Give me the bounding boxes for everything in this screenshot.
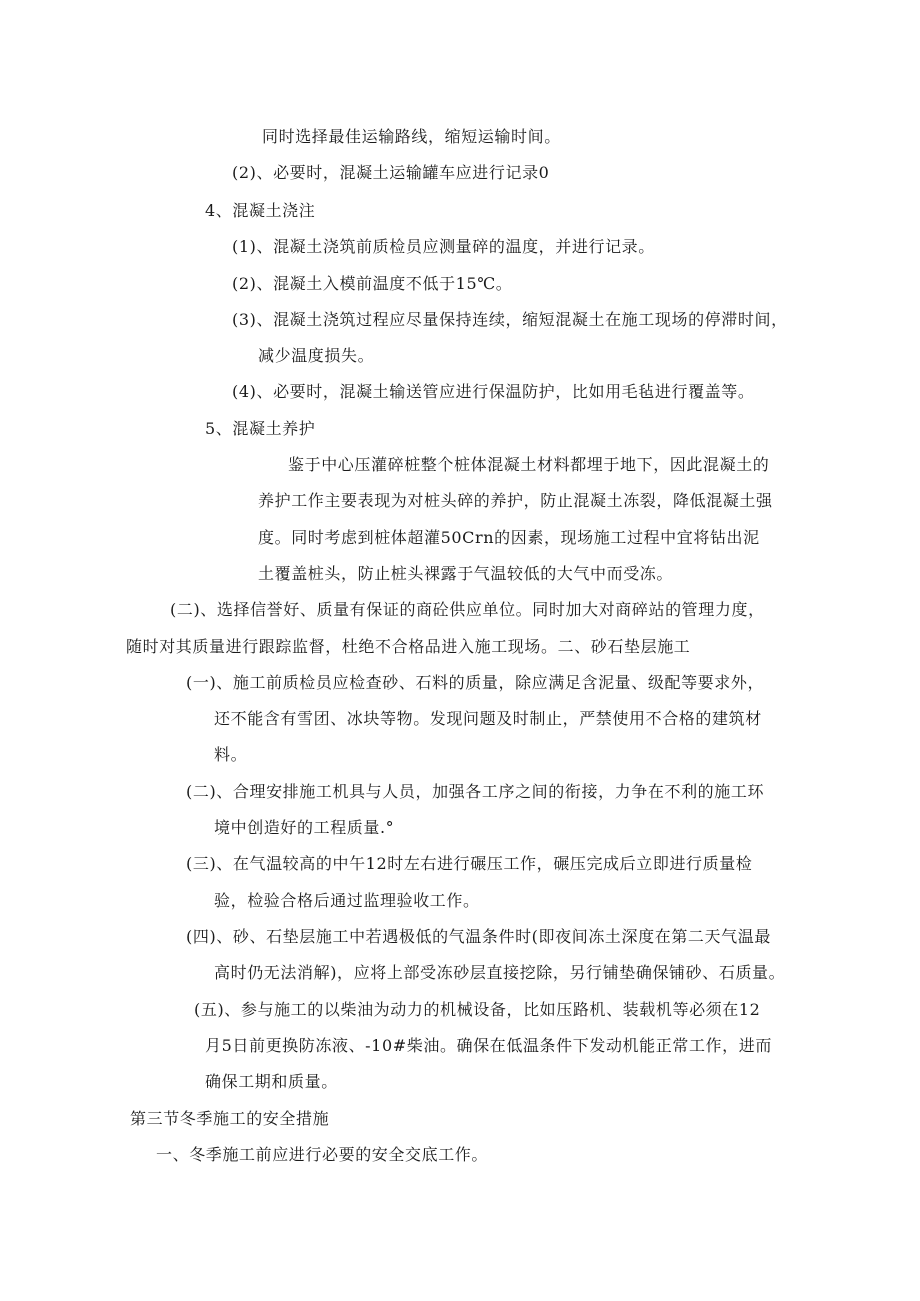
text-line: (4)、必要时，混凝土输送管应进行保温防护，比如用毛毡进行覆盖等。 [232, 382, 755, 401]
text-line: (三)、在气温较高的中午12时左右进行碾压工作，碾压完成后立即进行质量检 [186, 854, 753, 873]
text-line: 确保工期和质量。 [205, 1072, 338, 1091]
section-heading: 4、混凝土浇注 [205, 201, 316, 220]
text-line: 随时对其质量进行跟踪监督，杜绝不合格品进入施工现场。二、砂石垫层施工 [126, 637, 691, 656]
text-line: 一、冬季施工前应进行必要的安全交底工作。 [156, 1145, 489, 1164]
text-line: 养护工作主要表现为对桩头碎的养护，防止混凝土冻裂，降低混凝土强 [258, 491, 773, 510]
text-line: 减少温度损失。 [258, 346, 375, 365]
text-line: 境中创造好的工程质量.° [214, 818, 395, 837]
section-heading: 5、混凝土养护 [205, 419, 316, 438]
text-line: (四)、砂、石垫层施工中若遇极低的气温条件时(即夜间冻土深度在第二天气温最 [186, 927, 771, 946]
text-line: 同时选择最佳运输路线，缩短运输时间。 [262, 127, 561, 146]
text-line: 鉴于中心压灌碎桩整个桩体混凝土材料都埋于地下，因此混凝土的 [288, 455, 770, 474]
text-line: (2)、混凝土入模前温度不低于15℃。 [232, 274, 513, 293]
text-line: 月5日前更换防冻液、-10#柴油。确保在低温条件下发动机能正常工作，进而 [205, 1036, 772, 1055]
text-line: 高时仍无法消解)，应将上部受冻砂层直接挖除，另行铺垫确保铺砂、石质量。 [214, 963, 786, 982]
text-line: (二)、选择信誉好、质量有保证的商砼供应单位。同时加大对商碎站的管理力度， [170, 600, 765, 619]
text-line: 验，检验合格后通过监理验收工作。 [214, 891, 480, 910]
text-line: (3)、混凝土浇筑过程应尽量保持连续，缩短混凝土在施工现场的停滞时间， [232, 310, 788, 329]
text-line: (二)、合理安排施工机具与人员，加强各工序之间的衔接，力争在不利的施工环 [186, 782, 765, 801]
text-line: (2)、必要时，混凝土运输罐车应进行记录0 [232, 163, 550, 182]
chapter-heading: 第三节冬季施工的安全措施 [130, 1109, 330, 1128]
text-line: (五)、参与施工的以柴油为动力的机械设备，比如压路机、装载机等必须在12 [194, 1000, 761, 1019]
text-line: 土覆盖桩头，防止桩头裸露于气温较低的大气中而受冻。 [258, 564, 674, 583]
text-line: (一)、施工前质检员应检查砂、石料的质量，除应满足含泥量、级配等要求外， [186, 673, 765, 692]
text-line: 度。同时考虑到桩体超灌50Crn的因素，现场施工过程中宜将钻出泥 [258, 528, 760, 547]
text-line: (1)、混凝土浇筑前质检员应测量碎的温度，并进行记录。 [232, 237, 655, 256]
text-line: 料。 [214, 745, 248, 764]
text-line: 还不能含有雪团、冰块等物。发现问题及时制止，严禁使用不合格的建筑材 [214, 709, 762, 728]
